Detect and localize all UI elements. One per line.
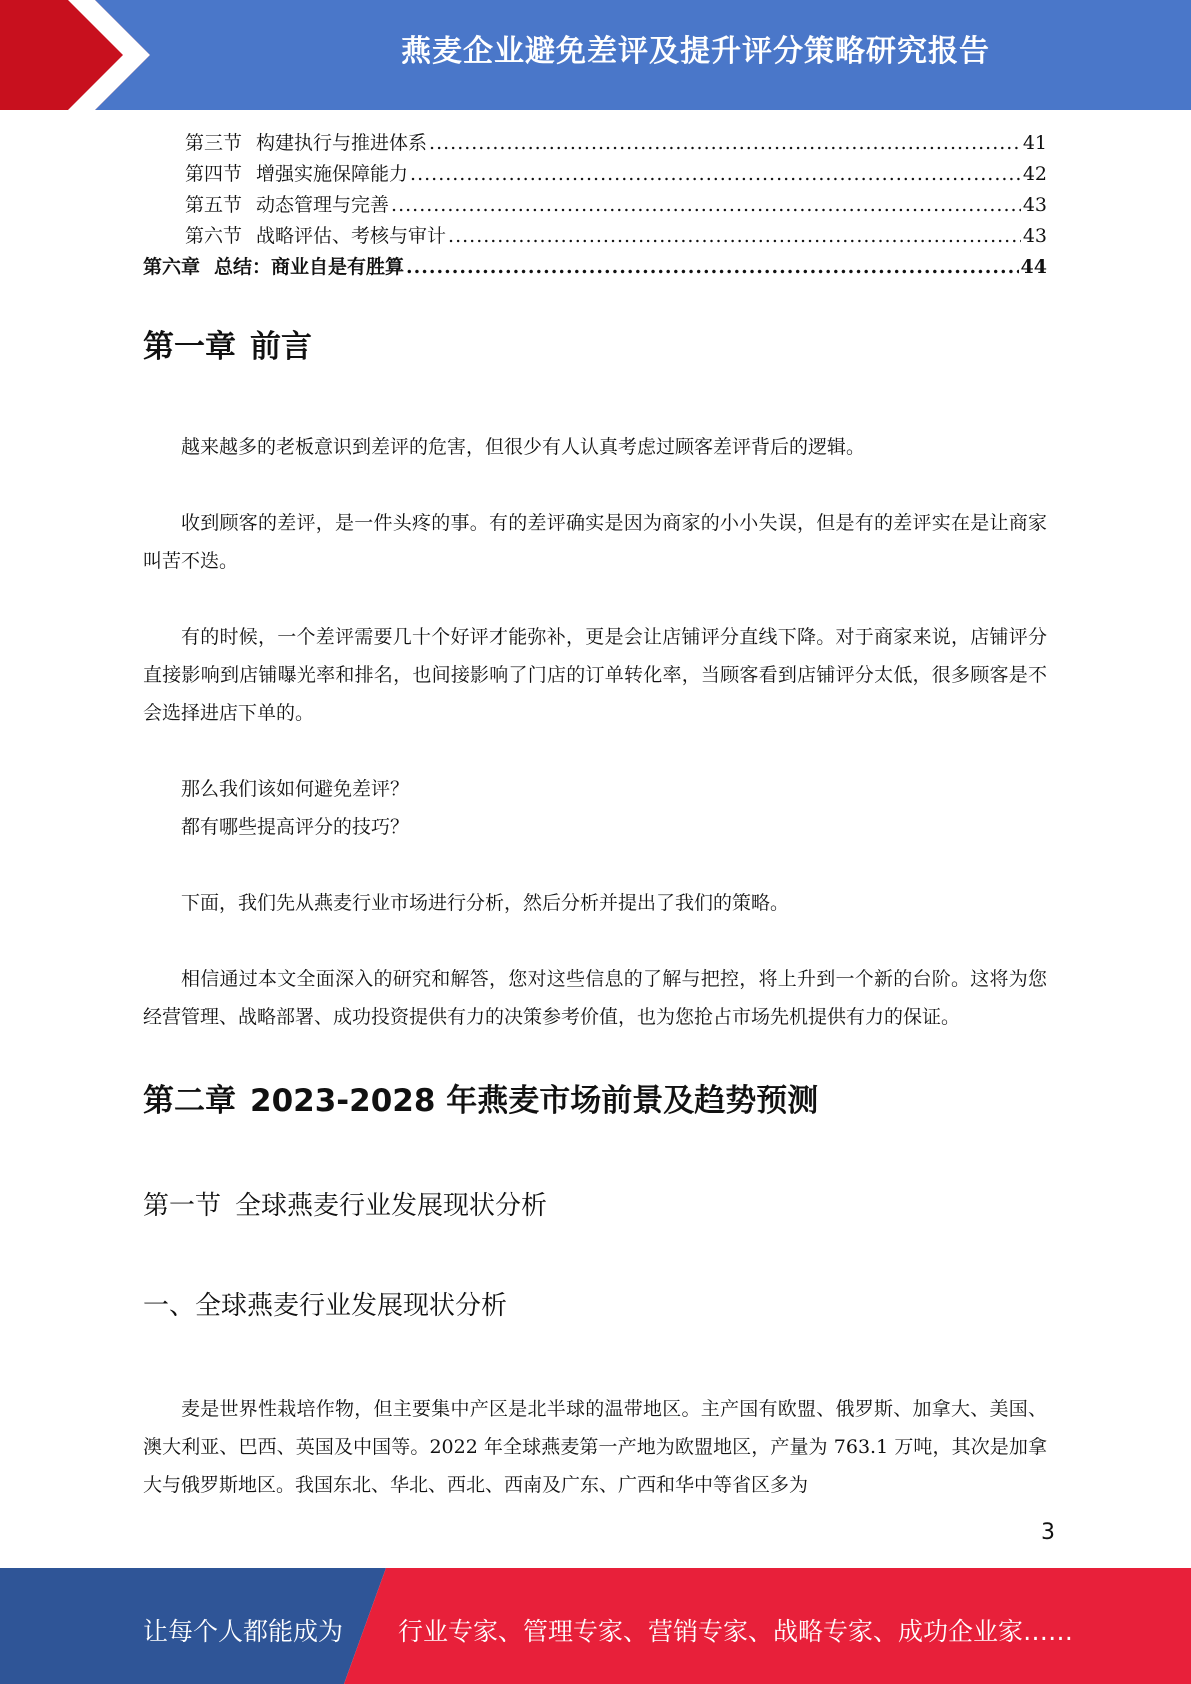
- toc-entry-page: 41: [1022, 132, 1047, 154]
- toc-chapter-entry[interactable]: [143, 252, 1047, 283]
- toc-entry-label: 动态管理与完善: [256, 194, 390, 216]
- chapter-number: 第一章: [143, 329, 236, 365]
- body-paragraph: 那么我们该如何避免差评？: [181, 778, 410, 800]
- toc-entry-number: 第六节: [185, 225, 243, 247]
- chapter-title: 2023-2028 年燕麦市场前景及趋势预测: [250, 1083, 819, 1119]
- document-body: [143, 320, 1047, 1504]
- table-of-contents: [143, 128, 1047, 283]
- toc-entry[interactable]: [143, 128, 1047, 159]
- toc-leader-dots: [391, 190, 1021, 221]
- toc-entry-label: 总结：商业自是有胜算: [214, 256, 405, 278]
- toc-entry-label: 战略评估、考核与审计: [256, 225, 447, 247]
- footer-slogan-right: 行业专家、管理专家、营销专家、战略专家、成功企业家……: [398, 1617, 1074, 1646]
- section-number: 第一节: [143, 1191, 222, 1221]
- toc-entry[interactable]: [143, 221, 1047, 252]
- section-title: 全球燕麦行业发展现状分析: [235, 1191, 548, 1221]
- toc-entry-label: 构建执行与推进体系: [256, 132, 428, 154]
- toc-entry-label: 增强实施保障能力: [256, 163, 409, 185]
- report-title: 燕麦企业避免差评及提升评分策略研究报告: [401, 34, 990, 69]
- toc-leader-dots: [410, 159, 1021, 190]
- toc-leader-dots: [406, 252, 1019, 283]
- body-paragraph: 下面，我们先从燕麦行业市场进行分析，然后分析并提出了我们的策略。: [181, 892, 790, 914]
- subsection-heading: 一、全球燕麦行业发展现状分析: [143, 1291, 508, 1321]
- page-number: 3: [1041, 1520, 1055, 1545]
- page-footer: [0, 1568, 1191, 1684]
- header-arrow-decoration: [0, 0, 160, 110]
- body-paragraph: 都有哪些提高评分的技巧？: [181, 816, 410, 838]
- toc-entry-page: 44: [1020, 256, 1047, 278]
- section-heading: [143, 1184, 1047, 1228]
- body-paragraph: 麦是世界性栽培作物，但主要集中产区是北半球的温带地区。主产国有欧盟、俄罗斯、加拿大、美国、澳大利亚、巴西、英国及中国等。2022 年全球燕麦第一产地为欧盟地区，产量为 763.1 万吨，其次是加拿大与俄罗斯地区。我国东北、华北、西北、西南及广东、广西和华中等省区多为: [143, 1398, 1047, 1496]
- chapter-heading: [143, 1074, 1047, 1128]
- body-paragraph: 相信通过本文全面深入的研究和解答，您对这些信息的了解与把控，将上升到一个新的台阶。这将为您经营管理、战略部署、成功投资提供有力的决策参考价值，也为您抢占市场先机提供有力的保证。: [143, 968, 1047, 1028]
- page-header: [0, 0, 1191, 110]
- toc-entry-page: 43: [1022, 194, 1047, 216]
- toc-entry-page: 42: [1022, 163, 1047, 185]
- toc-entry-page: 43: [1022, 225, 1047, 247]
- toc-entry-number: 第三节: [185, 132, 243, 154]
- body-paragraph: 有的时候，一个差评需要几十个好评才能弥补，更是会让店铺评分直线下降。对于商家来说，店铺评分直接影响到店铺曝光率和排名，也间接影响了门店的订单转化率，当顾客看到店铺评分太低，很多顾客是不会选择进店下单的。: [143, 626, 1047, 724]
- chapter-heading: [143, 320, 1047, 374]
- footer-slogan-left: 让每个人都能成为: [143, 1617, 344, 1646]
- toc-leader-dots: [429, 128, 1021, 159]
- toc-entry[interactable]: [143, 159, 1047, 190]
- toc-leader-dots: [448, 221, 1021, 252]
- chapter-number: 第二章: [143, 1083, 236, 1119]
- body-paragraph: 收到顾客的差评，是一件头疼的事。有的差评确实是因为商家的小小失误，但是有的差评实在是让商家叫苦不迭。: [143, 512, 1047, 572]
- toc-entry-number: 第六章: [143, 256, 201, 278]
- toc-entry-number: 第五节: [185, 194, 243, 216]
- body-paragraph: 越来越多的老板意识到差评的危害，但很少有人认真考虑过顾客差评背后的逻辑。: [181, 436, 866, 458]
- toc-entry-number: 第四节: [185, 163, 243, 185]
- toc-entry[interactable]: [143, 190, 1047, 221]
- chapter-title: 前言: [250, 329, 312, 365]
